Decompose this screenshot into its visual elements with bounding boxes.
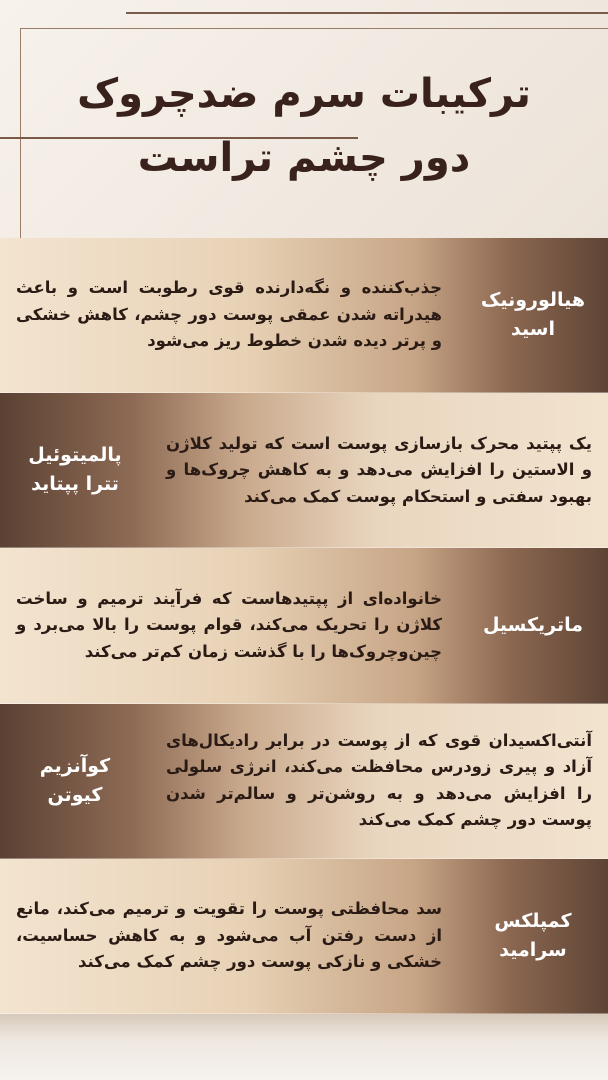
footer-fade [0, 1014, 608, 1080]
ingredient-description: یک پپتید محرک بازسازی پوست است که تولید کلاژن و الاستین را افزایش می‌دهد و به کاهش چروک‌ها و بهبود سفتی و استحکام پوست کمک می‌کند [166, 433, 592, 506]
page-title [77, 62, 531, 190]
ingredient-row-matrixyl [0, 548, 608, 703]
ingredient-row-hyaluronic-acid [0, 238, 608, 393]
ingredient-row-palmitoyl-tetrapeptide [0, 393, 608, 548]
ingredient-description: جذب‌کننده و نگه‌دارنده قوی رطوبت است و باعث هیدراته شدن عمقی پوست دور چشم، کاهش خشکی و پرتر دیده شدن خطوط ریز می‌شود [16, 278, 442, 351]
ingredient-description: آنتی‌اکسیدان قوی که از پوست در برابر رادیکال‌های آزاد و پیری زودرس محافظت می‌کند، انرژی سلولی را افزایش می‌دهد و به روشن‌تر و سالم‌تر شدن پوست دور چشم کمک می‌کند [166, 730, 592, 830]
title-line-2: دور چشم تراست [137, 135, 471, 181]
ingredient-name: پالمیتوئیل تترا پپتاید [28, 444, 122, 496]
ingredient-name: کمپلکس سرامید [494, 909, 572, 961]
ingredient-name: ماتریکسیل [482, 613, 584, 636]
title-line-1: ترکیبات سرم ضدچروک [77, 71, 531, 117]
ingredient-name: هیالورونیک اسید [480, 289, 586, 341]
header [0, 0, 608, 238]
ingredient-description: سد محافظتی پوست را تقویت و ترمیم می‌کند، مانع از دست رفتن آب می‌شود و به کاهش حساسیت، خشکی و نازکی پوست دور چشم کمک می‌کند [16, 899, 442, 972]
ingredient-list [0, 238, 608, 1014]
ingredient-description: خانواده‌ای از پپتیدهاست که فرآیند ترمیم و ساخت کلاژن را تحریک می‌کند، قوام پوست را بالا می‌برد و چین‌وچروک‌ها را با گذشت زمان کم‌تر می‌کند [16, 588, 442, 661]
ingredient-row-coenzyme-q10 [0, 704, 608, 859]
ingredient-row-ceramide-complex [0, 859, 608, 1014]
ingredient-name: کوآنزیم کیوتن [39, 754, 111, 806]
